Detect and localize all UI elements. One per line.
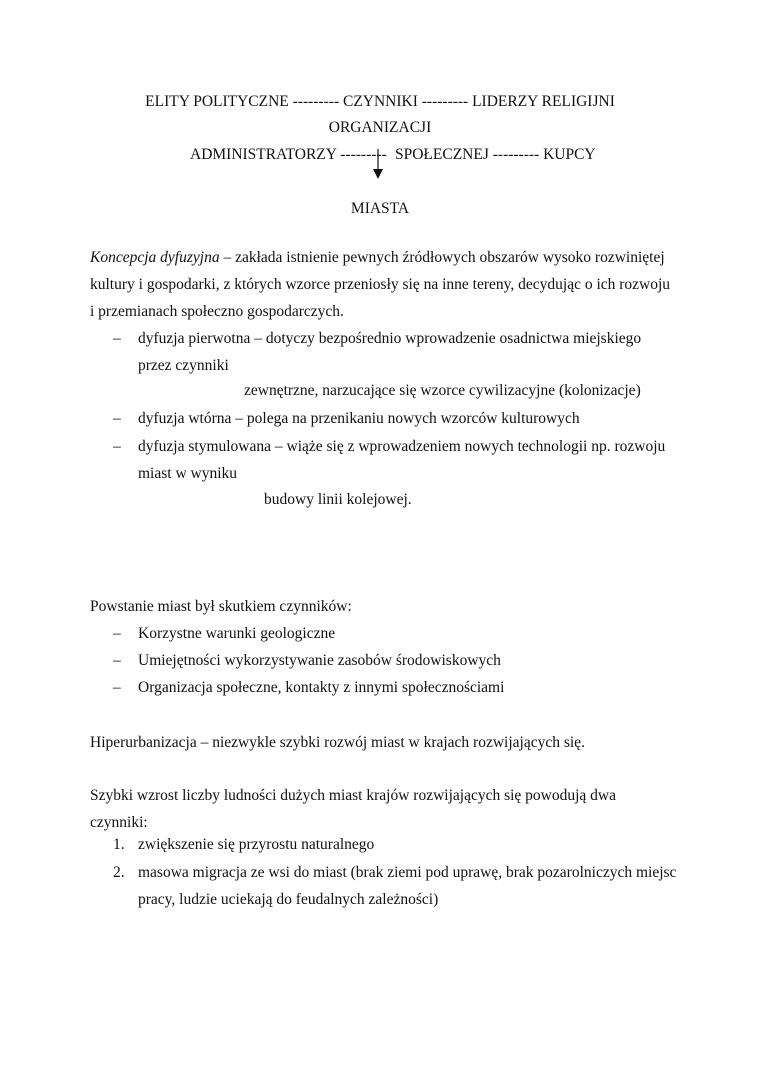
down-arrow-icon xyxy=(372,149,384,179)
hiperurbanizacja-text: Hiperurbanizacja – niezwykle szybki rozwój miast w krajach rozwijających się. xyxy=(90,734,585,751)
diagram-line-3-left: ADMINISTRATORZY --------- xyxy=(190,146,387,163)
bullet-dash: – xyxy=(113,410,121,427)
wzrost-line-1: Szybki wzrost liczby ludności dużych miast krajów rozwijających się powodują dwa xyxy=(90,787,617,804)
bullet-dash: – xyxy=(113,652,121,669)
powstanie-item-3: Organizacja społeczne, kontakty z innymi społecznościami xyxy=(138,679,505,696)
powstanie-item-1: Korzystne warunki geologiczne xyxy=(138,625,336,642)
dyfuzja-item-1-line-3: zewnętrzne, narzucające się wzorce cywilizacyjne (kolonizacje) xyxy=(244,382,641,399)
powstanie-intro: Powstanie miast był skutkiem czynników: xyxy=(90,598,352,615)
wzrost-line-2: czynniki: xyxy=(90,814,148,831)
dyfuzja-item-3-line-3: budowy linii kolejowej. xyxy=(264,491,412,508)
diagram-line-3-right: SPOŁECZNEJ --------- KUPCY xyxy=(395,146,596,163)
bullet-dash: – xyxy=(113,438,121,455)
dyfuzja-item-3-line-1: dyfuzja stymulowana – wiąże się z wprowadzeniem nowych technologii np. rozwoju xyxy=(138,438,666,455)
dyfuzja-intro-line-3: i przemianach społeczno gospodarczych. xyxy=(90,303,344,320)
bullet-dash: – xyxy=(113,679,121,696)
wzrost-item-2-line-2: pracy, ludzie uciekają do feudalnych zależności) xyxy=(138,891,439,908)
bullet-dash: – xyxy=(113,625,121,642)
wzrost-item-2-number: 2. xyxy=(113,864,125,881)
wzrost-item-1-number: 1. xyxy=(113,836,125,853)
bullet-dash: – xyxy=(113,330,121,347)
diagram-line-2: ORGANIZACJI xyxy=(328,119,432,136)
diagram-result: MIASTA xyxy=(350,200,410,217)
dyfuzja-intro-text: – zakłada istnienie pewnych źródłowych obszarów wysoko rozwiniętej xyxy=(219,249,665,266)
wzrost-item-2-line-1: masowa migracja ze wsi do miast (brak ziemi pod uprawę, brak pozarolniczych miejsc xyxy=(138,864,677,881)
wzrost-item-1-line-1: zwiększenie się przyrostu naturalnego xyxy=(138,836,375,853)
powstanie-item-2: Umiejętności wykorzystywanie zasobów środowiskowych xyxy=(138,652,501,669)
dyfuzja-item-1-line-2: przez czynniki xyxy=(138,357,229,374)
dyfuzja-item-3-line-2: miast w wyniku xyxy=(138,465,238,482)
dyfuzja-intro-line-2: kultury i gospodarki, z których wzorce przeniosły się na inne tereny, decydując o ich rozwoju xyxy=(90,276,671,293)
diagram-line-1: ELITY POLITYCZNE --------- CZYNNIKI --------- LIDERZY RELIGIJNI xyxy=(145,93,615,110)
dyfuzja-term: Koncepcja dyfuzyjna xyxy=(90,249,220,266)
dyfuzja-intro-line-1 xyxy=(90,248,665,268)
dyfuzja-item-1-line-1: dyfuzja pierwotna – dotyczy bezpośrednio wprowadzenie osadnictwa miejskiego xyxy=(138,330,642,347)
dyfuzja-item-2-line-1: dyfuzja wtórna – polega na przenikaniu nowych wzorców kulturowych xyxy=(138,410,580,427)
